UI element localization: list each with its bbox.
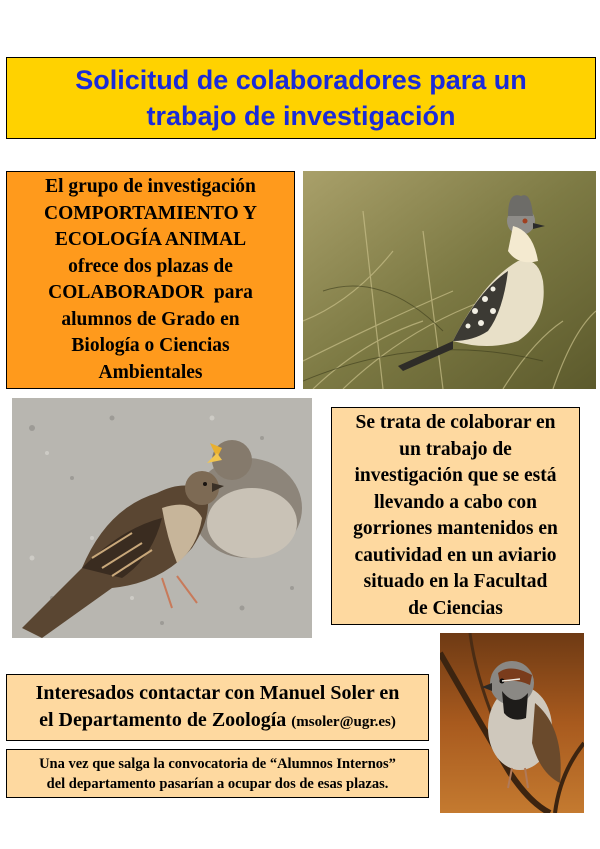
contact-department: el Departamento de Zoología — [39, 708, 287, 731]
male-sparrow-photo — [440, 633, 584, 813]
description-line: situado en la Facultad — [363, 571, 548, 592]
description-line: investigación que se está — [354, 465, 557, 486]
description-box — [331, 407, 580, 625]
offer-line: alumnos de Grado en — [61, 308, 240, 330]
offer-line: El grupo de investigación — [45, 176, 256, 197]
contact-line-1: Interesados contactar con Manuel Soler en — [35, 681, 400, 704]
page-title — [21, 62, 581, 134]
offer-text — [18, 174, 283, 386]
contact-email: (msoler@ugr.es) — [291, 713, 396, 730]
contact-line-2 — [10, 707, 425, 736]
offer-line: ECOLOGÍA ANIMAL — [54, 229, 247, 250]
title-line-1: Solicitud de colaboradores para un — [75, 65, 527, 95]
contact-text — [10, 680, 425, 736]
offer-line: Biología o Ciencias — [71, 335, 230, 356]
sparrows-feeding-photo — [12, 398, 312, 638]
offer-line: COMPORTAMIENTO Y — [44, 202, 257, 224]
description-text — [336, 410, 576, 622]
description-line: llevando a cabo con — [373, 491, 538, 513]
note-line-1: Una vez que salga la convocatoria de “Alumnos Internos” — [39, 755, 396, 772]
cuckoo-photo — [303, 171, 596, 389]
description-line: cautividad en un aviario — [354, 544, 557, 566]
note-text — [10, 754, 425, 794]
description-line: Se trata de colaborar en — [355, 412, 556, 433]
contact-box — [6, 674, 429, 741]
offer-box — [6, 171, 295, 389]
offer-line: ofrece dos plazas de — [68, 255, 233, 277]
note-line-2: del departamento pasarían a ocupar dos de esas plazas. — [46, 775, 389, 792]
note-box — [6, 749, 429, 798]
description-line: de Ciencias — [408, 597, 503, 619]
title-banner — [6, 57, 596, 139]
offer-line: Ambientales — [98, 361, 203, 383]
title-line-2: trabajo de investigación — [146, 101, 456, 131]
description-line: gorriones mantenidos en — [353, 518, 558, 539]
offer-line: COLABORADOR para — [48, 282, 253, 303]
description-line: un trabajo de — [399, 438, 512, 460]
